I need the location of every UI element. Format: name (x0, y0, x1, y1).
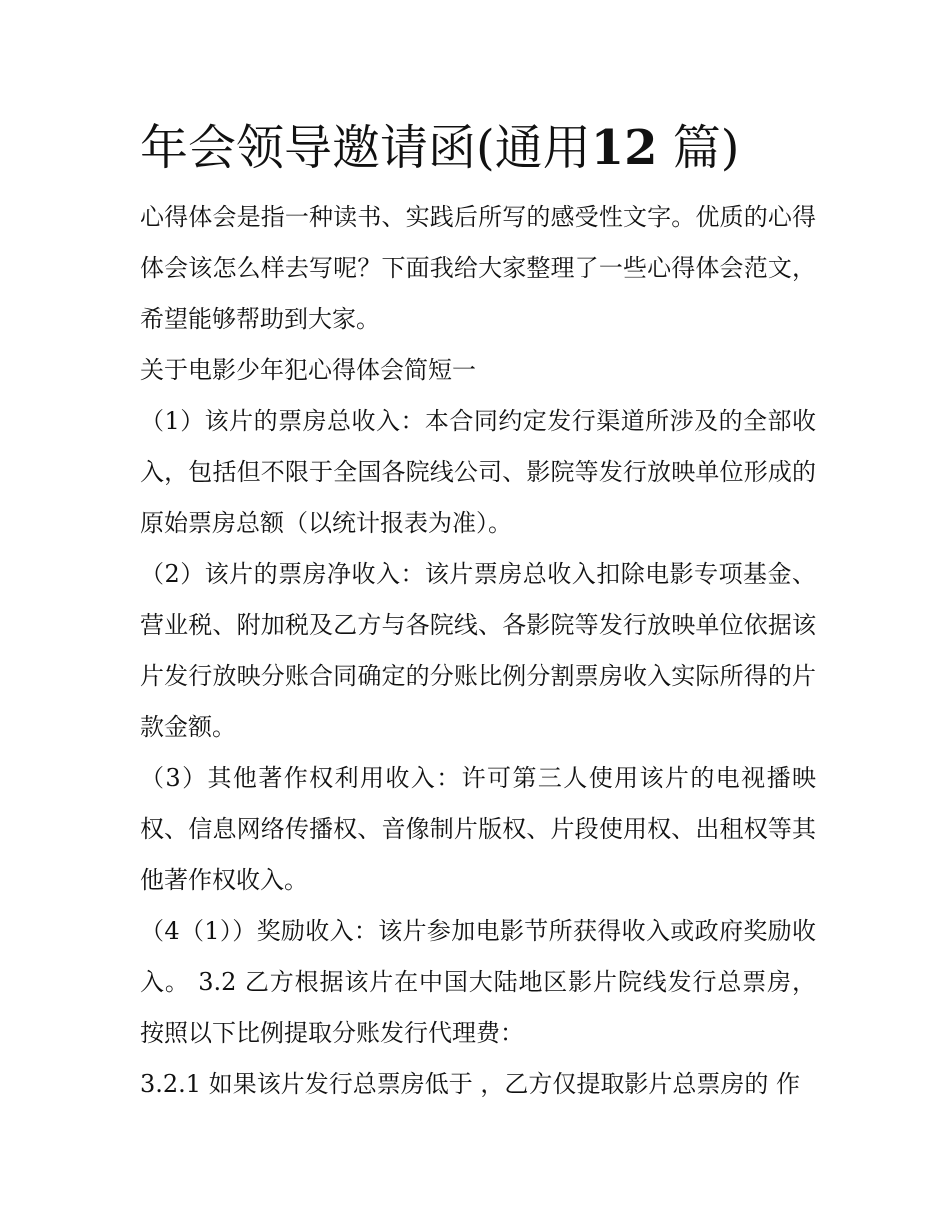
paragraph-item-3: （3）其他著作权利用收入：许可第三人使用该片的电视播映权、信息网络传播权、音像制片版权、片段使用权、出租权等其他著作权收入。 (140, 764, 816, 894)
paragraph-clause-3-2-1: 3.2.1 如果该片发行总票房低于 ，乙方仅提取影片总票房的 作 (140, 1070, 800, 1098)
paragraph-item-4: （4（1））奖励收入：该片参加电影节所获得收入或政府奖励收入。 3.2 乙方根据该片在中国大陆地区影片院线发行总票房，按照以下比例提取分账发行代理费： (140, 917, 816, 1047)
paragraph-section-heading: 关于电影少年犯心得体会简短一 (140, 356, 476, 384)
title-suffix: 篇) (672, 120, 740, 176)
document-body (140, 112, 816, 1110)
paragraph-intro: 心得体会是指一种读书、实践后所写的感受性文字。优质的心得体会该怎么样去写呢？下面我给大家整理了一些心得体会范文，希望能够帮助到大家。 (140, 203, 816, 333)
paragraph-item-1: （1）该片的票房总收入：本合同约定发行渠道所涉及的全部收入，包括但不限于全国各院线公司、影院等发行放映单位形成的原始票房总额（以统计报表为准）。 (140, 407, 816, 537)
paragraph-item-2: （2）该片的票房净收入：该片票房总收入扣除电影专项基金、营业税、附加税及乙方与各院线、各影院等发行放映单位依据该片发行放映分账合同确定的分账比例分割票房收入实际所得的片款金额。 (140, 560, 816, 741)
document-title (140, 112, 816, 184)
title-number: 12 (590, 120, 658, 176)
title-prefix: 年会领导邀请函(通用 (140, 120, 591, 176)
